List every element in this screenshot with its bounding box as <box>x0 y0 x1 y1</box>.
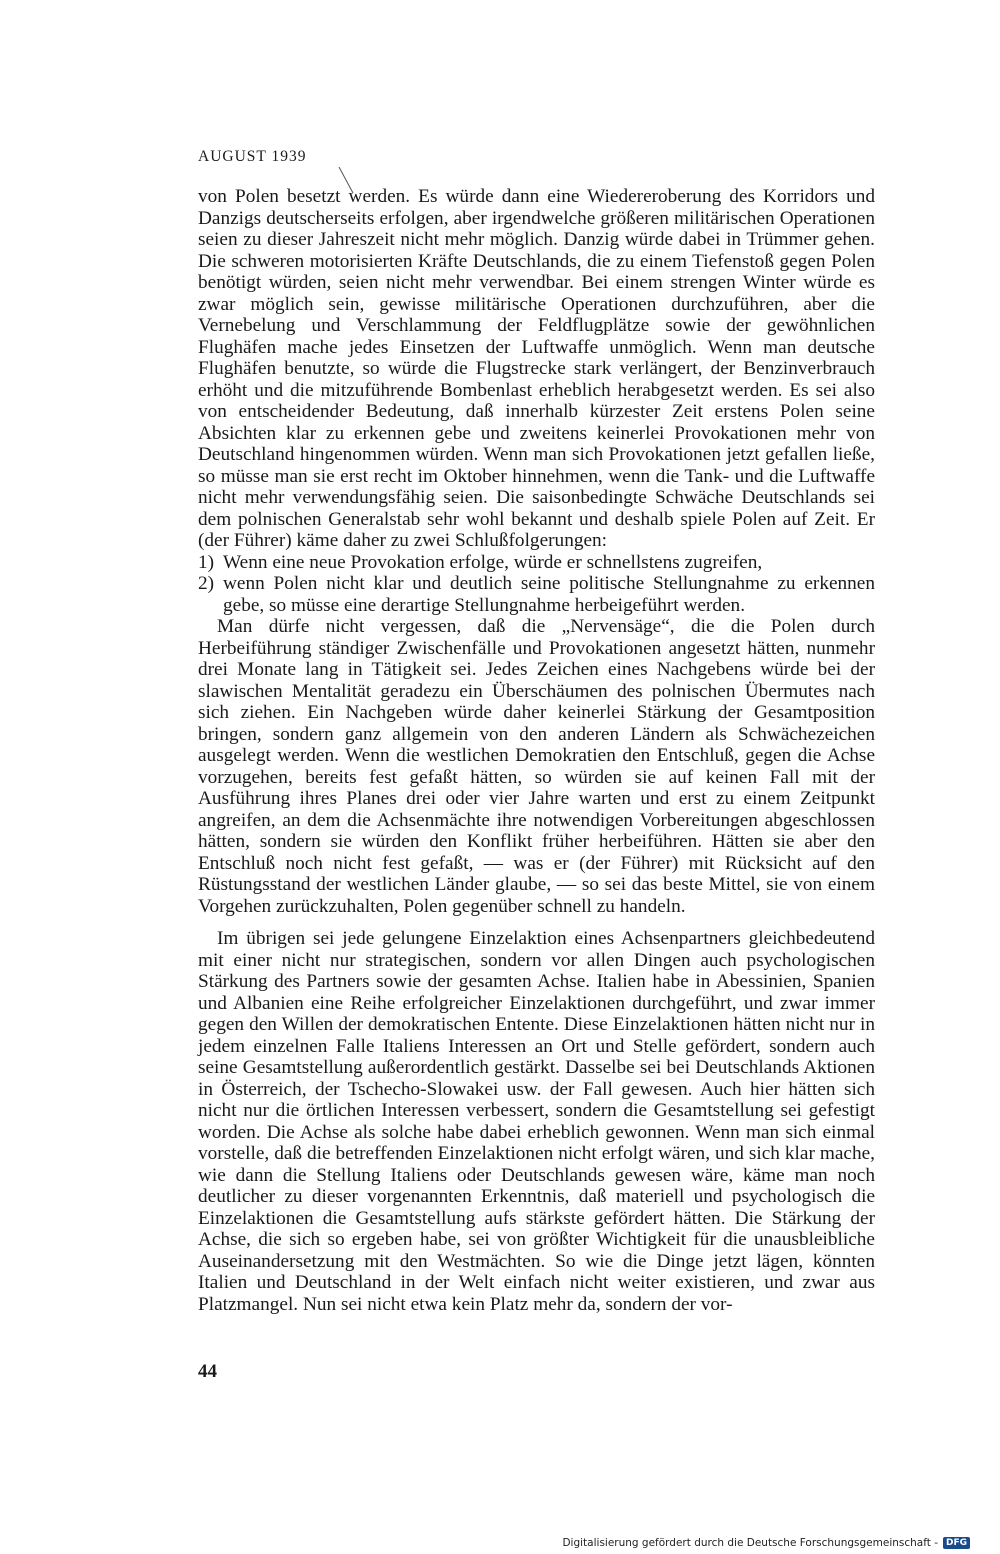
list-item-1 <box>198 552 875 574</box>
paragraph-3: Im übrigen sei jede gelungene Einzelaktion eines Achsenpartners gleichbedeutend mit einer nicht nur strategischen, sondern vor allen Dingen auch psychologischen Stärkung des Partners sowie der gesamten Achse. Italien habe in Abessinien, Spanien und Albanien eine Reihe erfolgreicher Einzelaktionen durchgeführt, und zwar immer gegen den Willen der demokratischen Entente. Diese Einzelaktionen hätten nicht nur in jedem einzelnen Falle Italiens Interessen an Ort und Stelle gefördert, sondern auch seine Gesamtstellung außerordentlich gestärkt. Dasselbe sei bei Deutschlands Aktionen in Österreich, der Tschecho-Slowakei usw. der Fall gewesen. Auch hier hätten sich nicht nur die örtlichen Interessen verbessert, sondern die Gesamtstellung sei gefestigt worden. Die Achse als solche habe dabei erheblich gewonnen. Wenn man sich einmal vorstelle, daß die betreffenden Einzelaktionen nicht erfolgt wären, und sich klar mache, wie dann die Stellung Italiens oder Deutschlands gewesen wäre, käme man noch deutlicher zu dieser vorgenannten Erkenntnis, daß materiell und psychologisch die Einzelaktionen die Gesamtstellung aufs stärkste gefördert hätten. Die Stärkung der Achse, die sich so ergeben habe, sei von größter Wichtigkeit für die unausbleibliche Auseinandersetzung mit den Westmächten. So wie die Dinge jetzt lägen, könnten Italien und Deutschland in der Welt einfach nicht weiter existieren, und zwar aus Platzmangel. Nun sei nicht etwa kein Platz mehr da, sondern der vor- <box>198 928 875 1315</box>
paragraph-2: Man dürfe nicht vergessen, daß die „Nervensäge“, die die Polen durch Herbeiführung ständiger Zwischenfälle und Provokationen angesetzt hätten, nunmehr drei Monate lang in Tätigkeit sei. Jedes Zeichen eines Nachgebens würde bei der slawischen Mentalität geradezu ein Überschäumen des polnischen Übermutes nach sich ziehen. Ein Nachgeben würde daher keinerlei Stärkung der Gesamtposition bringen, sondern ganz allgemein von den anderen Ländern als Schwächezeichen ausgelegt werden. Wenn die westlichen Demokratien den Entschluß, gegen die Achse vorzugehen, bereits fest gefaßt hätten, so würden sie auf keinen Fall mit der Ausführung ihres Planes drei oder vier Jahre warten und erst zu einem Zeitpunkt angreifen, an dem die Achsenmächte ihre notwendigen Vorbereitungen abgeschlossen hätten, sondern sie würden den Konflikt früher herbeiführen. Hätten sie aber den Entschluß noch nicht fest gefaßt, — was er (der Führer) mit Rücksicht auf den Rüstungsstand der westlichen Länder glaube, — so sei das beste Mittel, sie von einem Vorgehen zurückzuhalten, Polen gegenüber schnell zu handeln. <box>198 616 875 917</box>
list-item-2 <box>198 573 875 616</box>
list-number: 2) <box>198 573 215 594</box>
dfg-logo: DFG <box>943 1537 970 1549</box>
paragraph-1: von Polen besetzt werden. Es würde dann eine Wiedereroberung des Korridors und Danzigs deutscherseits erfolgen, aber irgendwelche größeren militärischen Operationen seien zu dieser Jahreszeit nicht mehr möglich. Danzig würde dabei in Trümmer gehen. Die schweren motorisierten Kräfte Deutschlands, die zu einem Tiefenstoß gegen Polen benötigt würden, seien nicht mehr verwendbar. Bei einem strengen Winter würde es zwar möglich sein, gewisse militärische Operationen durchzuführen, aber die Vernebelung und Verschlammung der Feldflugplätze sowie der gewöhnlichen Flughäfen mache jedes Einsetzen der Luftwaffe unmöglich. Wenn man deutsche Flughäfen benutzte, so würde die Flugstrecke stark verlängert, der Benzinverbrauch erhöht und die mitzuführende Bombenlast erheblich herabgesetzt werden. Es sei also von entscheidender Bedeutung, daß innerhalb kürzester Zeit erstens Polen seine Absichten klar zu erkennen gebe und zweitens keinerlei Provokationen mehr von Deutschland hingenommen würden. Wenn man sich Provokationen jetzt gefallen ließe, so müsse man sie erst recht im Oktober hinnehmen, wenn die Tank- und die Luftwaffe nicht mehr verwendungsfähig seien. Die saisonbedingte Schwäche Deutschlands sei dem polnischen Generalstab sehr wohl bekannt und deshalb spiele Polen auf Zeit. Er (der Führer) käme daher zu zwei Schlußfolgerungen: <box>198 186 875 551</box>
page-number: 44 <box>198 1361 217 1382</box>
credit-text: Digitalisierung gefördert durch die Deutsche Forschungsgemeinschaft - <box>562 1537 938 1549</box>
list-text: Wenn eine neue Provokation erfolge, würde er schnellstens zugreifen, <box>223 551 763 573</box>
list-text: wenn Polen nicht klar und deutlich seine politische Stellungnahme zu erkennen gebe, so müsse eine derartige Stellungnahme herbeigeführt werden. <box>223 573 875 616</box>
list-number: 1) <box>198 551 215 573</box>
running-head: AUGUST 1939 <box>198 148 307 165</box>
body-text <box>198 186 875 1315</box>
digitization-credit <box>562 1537 970 1549</box>
